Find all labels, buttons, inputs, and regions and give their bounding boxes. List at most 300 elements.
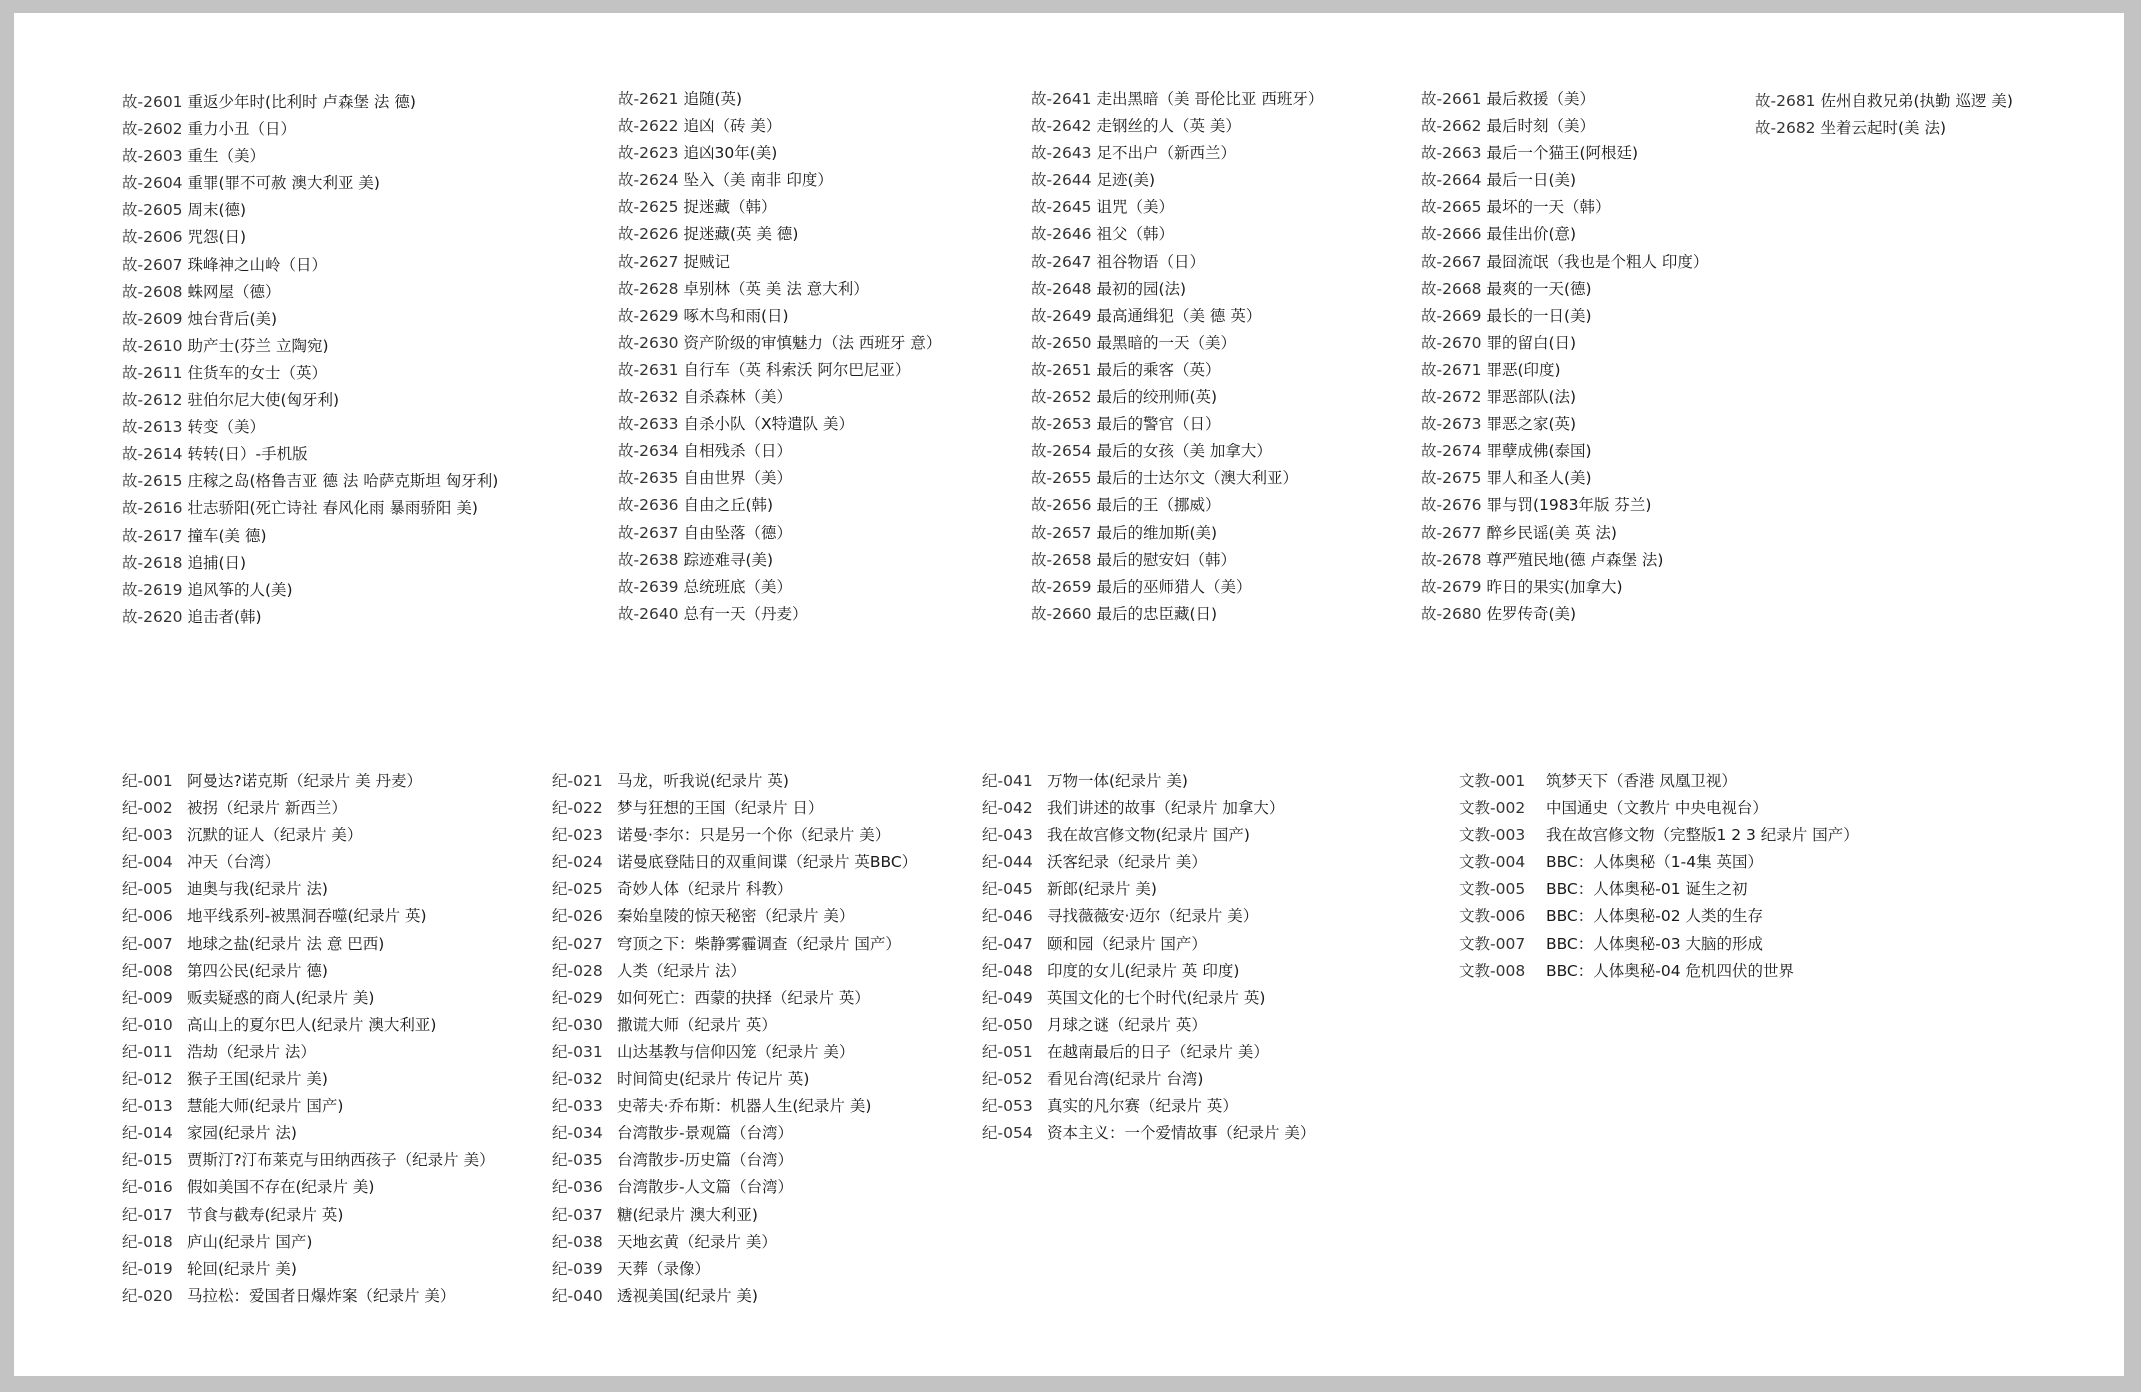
entry-title: 撒谎大师（纪录片 英） [616, 1015, 777, 1034]
entry-title: 追风筝的人(美) [187, 580, 293, 599]
entry-code: 纪-045 [982, 880, 1033, 899]
catalog-entry [1459, 903, 1859, 930]
entry-code: 纪-027 [552, 934, 603, 953]
entry-title: 万物一体(纪录片 美) [1046, 772, 1188, 790]
catalog-entry [618, 113, 941, 140]
entry-title: 最后一个猫王(阿根廷) [1486, 144, 1639, 163]
entry-code: 故-2602 [122, 120, 183, 139]
entry-title: 最后的乘客（英） [1096, 360, 1221, 379]
catalog-entry [552, 903, 917, 930]
catalog-entry [1421, 520, 1708, 547]
catalog-entry [122, 89, 498, 116]
entry-title: 英国文化的七个时代(纪录片 英) [1046, 988, 1266, 1007]
catalog-entry [122, 1174, 495, 1201]
catalog-entry [1421, 194, 1708, 221]
entry-title: 重罪(罪不可赦 澳大利亚 美) [187, 174, 380, 193]
entry-code: 文教-006 [1459, 907, 1526, 926]
entry-code: 故-2667 [1421, 252, 1482, 271]
entry-title: 佐州自救兄弟(执勤 巡逻 美) [1820, 92, 2013, 110]
catalog-entry [552, 1174, 917, 1201]
entry-title: 浩劫（纪录片 法） [186, 1042, 316, 1061]
catalog-entry [122, 1256, 495, 1283]
catalog-entry [982, 903, 1315, 930]
entry-code: 故-2612 [122, 391, 183, 410]
catalog-entry [1421, 330, 1708, 357]
entry-code: 纪-024 [552, 853, 603, 872]
entry-code: 纪-026 [552, 907, 603, 926]
catalog-entry [1031, 492, 1323, 519]
entry-code: 文教-003 [1459, 826, 1526, 845]
entry-code: 故-2623 [618, 144, 679, 163]
entry-code: 故-2624 [618, 171, 679, 190]
entry-title: 足不出户（新西兰） [1096, 144, 1236, 163]
catalog-entry [122, 495, 498, 522]
entry-title: 罪孽成佛(泰国) [1486, 442, 1592, 461]
catalog-entry [982, 1120, 1315, 1147]
entry-title: 驻伯尔尼大使(匈牙利) [187, 391, 340, 410]
entry-title: 家园(纪录片 法) [186, 1124, 297, 1143]
catalog-entry [618, 547, 941, 574]
catalog-entry [618, 140, 941, 167]
entry-title: 最初的园(法) [1096, 279, 1187, 298]
catalog-entry [1421, 601, 1708, 628]
entry-code: 故-2626 [618, 225, 679, 244]
catalog-entry [122, 224, 498, 251]
entry-code: 故-2621 [618, 90, 679, 108]
catalog-column-top-5 [1755, 88, 2013, 142]
entry-code: 纪-018 [122, 1232, 173, 1251]
entry-title: 台湾散步-人文篇（台湾） [616, 1178, 794, 1197]
entry-code: 纪-032 [552, 1070, 603, 1089]
catalog-entry [618, 465, 941, 492]
catalog-entry [122, 360, 498, 387]
entry-title: 如何死亡：西蒙的抉择（纪录片 英） [616, 988, 870, 1007]
entry-title: 走出黑暗（美 哥伦比亚 西班牙） [1096, 90, 1324, 108]
catalog-entry [122, 1039, 495, 1066]
entry-title: 醉乡民谣(美 英 法) [1486, 523, 1617, 542]
entry-title: BBC：人体奥秘-04 危机四伏的世界 [1545, 961, 1794, 980]
entry-code: 故-2616 [122, 499, 183, 518]
entry-code: 故-2604 [122, 174, 183, 193]
entry-code: 纪-014 [122, 1124, 173, 1143]
entry-title: 台湾散步-历史篇（台湾） [616, 1151, 794, 1170]
entry-title: 高山上的夏尔巴人(纪录片 澳大利亚) [186, 1015, 437, 1034]
catalog-column-bottom-3 [982, 768, 1315, 1147]
catalog-entry [122, 414, 498, 441]
entry-code: 故-2682 [1755, 119, 1816, 138]
catalog-entry [552, 931, 917, 958]
entry-title: BBC：人体奥秘-01 诞生之初 [1545, 880, 1748, 899]
entry-title: 自由世界（美） [683, 469, 792, 488]
catalog-entry [1421, 574, 1708, 601]
catalog-entry [982, 985, 1315, 1012]
entry-code: 故-2618 [122, 553, 183, 572]
catalog-entry [1421, 384, 1708, 411]
entry-code: 故-2664 [1421, 171, 1482, 190]
entry-code: 故-2653 [1031, 415, 1092, 434]
entry-title: 踪迹难寻(美) [683, 550, 774, 569]
catalog-entry [1421, 465, 1708, 492]
entry-title: 梦与狂想的王国（纪录片 日） [616, 799, 824, 818]
entry-title: 坐着云起时(美 法) [1820, 119, 1947, 138]
entry-title: 最后一日(美) [1486, 171, 1577, 190]
entry-title: 假如美国不存在(纪录片 美) [186, 1178, 375, 1197]
entry-title: 追随(英) [683, 90, 743, 108]
entry-title: 佐罗传奇(美) [1486, 604, 1577, 623]
entry-title: 最后的忠臣藏(日) [1096, 604, 1218, 623]
catalog-entry [982, 1093, 1315, 1120]
catalog-entry [1031, 113, 1323, 140]
entry-code: 纪-019 [122, 1259, 173, 1278]
catalog-entry [1421, 547, 1708, 574]
catalog-entry [1421, 303, 1708, 330]
catalog-entry [552, 1120, 917, 1147]
entry-code: 故-2651 [1031, 360, 1092, 379]
entry-title: 最坏的一天（韩） [1486, 198, 1611, 217]
catalog-entry [1459, 931, 1859, 958]
entry-title: 自相残杀（日） [683, 442, 792, 461]
entry-code: 纪-002 [122, 799, 173, 818]
catalog-entry [982, 931, 1315, 958]
entry-code: 纪-037 [552, 1205, 603, 1224]
entry-title: 自杀小队（X特遣队 美） [683, 415, 855, 434]
entry-title: 轮回(纪录片 美) [186, 1259, 297, 1278]
entry-title: 撞车(美 德) [187, 526, 267, 545]
entry-code: 纪-046 [982, 907, 1033, 926]
entry-title: 贩卖疑惑的商人(纪录片 美) [186, 988, 375, 1007]
entry-code: 故-2638 [618, 550, 679, 569]
entry-code: 故-2672 [1421, 388, 1482, 407]
entry-code: 纪-025 [552, 880, 603, 899]
catalog-entry [1421, 140, 1708, 167]
entry-code: 故-2660 [1031, 604, 1092, 623]
catalog-entry [1031, 520, 1323, 547]
entry-code: 故-2681 [1755, 92, 1816, 110]
entry-title: 看见台湾(纪录片 台湾) [1046, 1070, 1204, 1089]
catalog-entry [1421, 411, 1708, 438]
entry-title: BBC：人体奥秘-02 人类的生存 [1545, 907, 1763, 926]
catalog-entry [122, 849, 495, 876]
catalog-entry [122, 1229, 495, 1256]
catalog-entry [1421, 113, 1708, 140]
entry-code: 纪-013 [122, 1097, 173, 1116]
entry-title: 最后的慰安妇（韩） [1096, 550, 1236, 569]
entry-code: 纪-012 [122, 1070, 173, 1089]
entry-title: 阿曼达?诺克斯（纪录片 美 丹麦） [186, 772, 423, 790]
catalog-entry [618, 438, 941, 465]
entry-code: 故-2659 [1031, 577, 1092, 596]
entry-title: 透视美国(纪录片 美) [616, 1286, 758, 1305]
entry-code: 故-2613 [122, 418, 183, 437]
entry-code: 纪-016 [122, 1178, 173, 1197]
entry-title: 最高通缉犯（美 德 英） [1096, 306, 1262, 325]
entry-code: 纪-041 [982, 772, 1033, 790]
entry-code: 故-2647 [1031, 252, 1092, 271]
entry-code: 纪-048 [982, 961, 1033, 980]
entry-code: 纪-034 [552, 1124, 603, 1143]
catalog-entry [552, 1147, 917, 1174]
entry-title: 沃客纪录（纪录片 美） [1046, 853, 1207, 872]
catalog-entry [1421, 438, 1708, 465]
entry-title: 我在故宫修文物(纪录片 国产) [1046, 826, 1250, 845]
catalog-entry [982, 1012, 1315, 1039]
entry-code: 文教-007 [1459, 934, 1526, 953]
entry-code: 文教-008 [1459, 961, 1526, 980]
entry-title: 我们讲述的故事（纪录片 加拿大） [1046, 799, 1285, 818]
entry-title: 诅咒（美） [1096, 198, 1174, 217]
entry-title: 转变（美） [187, 418, 265, 437]
entry-title: 筑梦天下（香港 凤凰卫视） [1545, 772, 1737, 790]
entry-code: 文教-001 [1459, 772, 1526, 790]
entry-title: 蛛网屋（德） [187, 282, 281, 301]
entry-title: 走钢丝的人（英 美） [1096, 117, 1241, 136]
entry-code: 故-2642 [1031, 117, 1092, 136]
catalog-page [14, 13, 2124, 1376]
entry-code: 故-2606 [122, 228, 183, 247]
catalog-column-bottom-2 [552, 768, 917, 1310]
catalog-entry [1031, 140, 1323, 167]
entry-title: 重力小丑（日） [187, 120, 296, 139]
entry-title: 最后的警官（日） [1096, 415, 1221, 434]
entry-title: 糖(纪录片 澳大利亚) [616, 1205, 758, 1224]
entry-title: 庄稼之岛(格鲁吉亚 德 法 哈萨克斯坦 匈牙利) [187, 472, 499, 491]
entry-code: 纪-020 [122, 1286, 173, 1305]
catalog-entry [122, 1093, 495, 1120]
entry-title: BBC：人体奥秘（1-4集 英国） [1545, 853, 1763, 872]
entry-title: 资产阶级的审慎魅力（法 西班牙 意） [683, 333, 942, 352]
entry-title: 壮志骄阳(死亡诗社 春风化雨 暴雨骄阳 美) [187, 499, 478, 518]
entry-code: 故-2639 [618, 577, 679, 596]
entry-code: 故-2615 [122, 472, 183, 491]
entry-code: 纪-007 [122, 934, 173, 953]
catalog-entry [122, 523, 498, 550]
entry-title: 猴子王国(纪录片 美) [186, 1070, 328, 1089]
entry-code: 纪-038 [552, 1232, 603, 1251]
entry-code: 纪-006 [122, 907, 173, 926]
entry-code: 纪-003 [122, 826, 173, 845]
entry-code: 故-2674 [1421, 442, 1482, 461]
catalog-entry [618, 411, 941, 438]
entry-title: 地平线系列-被黑洞吞噬(纪录片 英) [186, 907, 427, 926]
entry-title: 捉贼记 [683, 252, 730, 271]
entry-code: 故-2625 [618, 198, 679, 217]
entry-code: 故-2680 [1421, 604, 1482, 623]
entry-title: 最后时刻（美） [1486, 117, 1595, 136]
entry-code: 纪-011 [122, 1042, 173, 1061]
entry-code: 纪-053 [982, 1097, 1033, 1116]
entry-code: 故-2669 [1421, 306, 1482, 325]
catalog-entry [618, 194, 941, 221]
catalog-entry [618, 167, 941, 194]
entry-title: 月球之谜（纪录片 英） [1046, 1015, 1207, 1034]
catalog-entry [982, 768, 1315, 795]
entry-code: 纪-029 [552, 988, 603, 1007]
entry-code: 纪-047 [982, 934, 1033, 953]
entry-title: 周末(德) [187, 201, 247, 220]
entry-title: 第四公民(纪录片 德) [186, 961, 328, 980]
entry-code: 故-2670 [1421, 333, 1482, 352]
entry-code: 故-2601 [122, 93, 183, 111]
entry-title: 住货车的女士（英） [187, 363, 327, 382]
entry-title: 自行车（英 科索沃 阿尔巴尼亚） [683, 360, 911, 379]
entry-code: 故-2640 [618, 604, 679, 623]
entry-code: 纪-049 [982, 988, 1033, 1007]
entry-code: 纪-031 [552, 1042, 603, 1061]
entry-title: 最后的绞刑师(英) [1096, 388, 1218, 407]
entry-code: 故-2627 [618, 252, 679, 271]
entry-code: 纪-030 [552, 1015, 603, 1034]
catalog-entry [1459, 768, 1859, 795]
entry-code: 故-2650 [1031, 333, 1092, 352]
entry-title: 最黑暗的一天（美） [1096, 333, 1236, 352]
catalog-entry [122, 1283, 495, 1310]
catalog-entry [1031, 465, 1323, 492]
catalog-entry [122, 903, 495, 930]
entry-title: 最后的维加斯(美) [1096, 523, 1218, 542]
entry-title: 诺曼·李尔：只是另一个你（纪录片 美） [616, 826, 891, 845]
catalog-entry [552, 1283, 917, 1310]
entry-code: 纪-042 [982, 799, 1033, 818]
entry-title: 寻找薇薇安·迈尔（纪录片 美） [1046, 907, 1259, 926]
entry-code: 故-2658 [1031, 550, 1092, 569]
catalog-entry [1421, 357, 1708, 384]
entry-title: BBC：人体奥秘-03 大脑的形成 [1545, 934, 1763, 953]
entry-title: 台湾散步-景观篇（台湾） [616, 1124, 794, 1143]
catalog-entry [618, 303, 941, 330]
catalog-entry [122, 958, 495, 985]
entry-title: 马拉松：爱国者日爆炸案（纪录片 美） [186, 1286, 456, 1305]
catalog-entry [618, 357, 941, 384]
entry-title: 新郎(纪录片 美) [1046, 880, 1157, 899]
catalog-entry [552, 1012, 917, 1039]
entry-title: 在越南最后的日子（纪录片 美） [1046, 1042, 1269, 1061]
entry-title: 地球之盐(纪录片 法 意 巴西) [186, 934, 385, 953]
entry-title: 总有一天（丹麦） [683, 604, 808, 623]
catalog-entry [618, 601, 941, 628]
catalog-entry [1421, 492, 1708, 519]
entry-code: 故-2603 [122, 147, 183, 166]
catalog-entry [122, 550, 498, 577]
catalog-column-top-3 [1031, 86, 1323, 628]
entry-title: 最后的巫师猎人（美） [1096, 577, 1252, 596]
entry-code: 故-2637 [618, 523, 679, 542]
entry-code: 纪-039 [552, 1259, 603, 1278]
entry-code: 纪-015 [122, 1151, 173, 1170]
catalog-entry [1031, 438, 1323, 465]
entry-code: 故-2631 [618, 360, 679, 379]
entry-code: 故-2656 [1031, 496, 1092, 515]
entry-code: 纪-035 [552, 1151, 603, 1170]
entry-code: 纪-001 [122, 772, 173, 790]
catalog-column-bottom-1 [122, 768, 495, 1310]
entry-title: 祖父（韩） [1096, 225, 1174, 244]
entry-code: 故-2605 [122, 201, 183, 220]
catalog-entry [1031, 221, 1323, 248]
catalog-entry [1031, 194, 1323, 221]
entry-title: 史蒂夫·乔布斯：机器人生(纪录片 美) [616, 1097, 872, 1116]
entry-title: 马龙，听我说(纪录片 英) [616, 772, 789, 790]
catalog-entry [552, 768, 917, 795]
entry-code: 故-2649 [1031, 306, 1092, 325]
catalog-entry [552, 1066, 917, 1093]
catalog-entry [122, 333, 498, 360]
entry-title: 珠峰神之山岭（日） [187, 255, 327, 274]
catalog-entry [982, 795, 1315, 822]
entry-title: 我在故宫修文物（完整版1 2 3 纪录片 国产） [1545, 826, 1859, 845]
catalog-entry [122, 1147, 495, 1174]
entry-code: 故-2610 [122, 336, 183, 355]
entry-title: 罪人和圣人(美) [1486, 469, 1592, 488]
catalog-entry [618, 492, 941, 519]
entry-code: 故-2677 [1421, 523, 1482, 542]
entry-title: 穹顶之下：柴静雾霾调查（纪录片 国产） [616, 934, 901, 953]
entry-code: 纪-054 [982, 1124, 1033, 1143]
catalog-entry [122, 822, 495, 849]
entry-title: 庐山(纪录片 国产) [186, 1232, 313, 1251]
entry-title: 时间简史(纪录片 传记片 英) [616, 1070, 810, 1089]
entry-code: 故-2676 [1421, 496, 1482, 515]
entry-title: 最后的士达尔文（澳大利亚） [1096, 469, 1298, 488]
entry-code: 故-2652 [1031, 388, 1092, 407]
catalog-entry [1459, 822, 1859, 849]
catalog-entry [122, 795, 495, 822]
catalog-entry [122, 1012, 495, 1039]
entry-code: 纪-008 [122, 961, 173, 980]
catalog-entry [1755, 88, 2013, 115]
entry-title: 最后的女孩（美 加拿大） [1096, 442, 1272, 461]
entry-title: 追击者(韩) [187, 607, 262, 626]
entry-code: 故-2661 [1421, 90, 1482, 108]
catalog-entry [1421, 86, 1708, 113]
catalog-column-top-1 [122, 89, 498, 631]
entry-code: 故-2648 [1031, 279, 1092, 298]
entry-title: 坠入（美 南非 印度） [683, 171, 833, 190]
catalog-entry [618, 384, 941, 411]
entry-title: 罪的留白(日) [1486, 333, 1577, 352]
entry-code: 故-2665 [1421, 198, 1482, 217]
entry-title: 烛台背后(美) [187, 309, 278, 328]
entry-title: 印度的女儿(纪录片 英 印度) [1046, 961, 1240, 980]
entry-title: 颐和园（纪录片 国产） [1046, 934, 1207, 953]
catalog-entry [122, 170, 498, 197]
catalog-entry [1031, 167, 1323, 194]
catalog-entry [552, 958, 917, 985]
catalog-column-top-4 [1421, 86, 1708, 628]
entry-title: 天葬（录像） [616, 1259, 710, 1278]
entry-code: 故-2644 [1031, 171, 1092, 190]
catalog-entry [1421, 221, 1708, 248]
catalog-entry [618, 276, 941, 303]
entry-code: 纪-017 [122, 1205, 173, 1224]
entry-title: 自杀森林（美） [683, 388, 792, 407]
entry-title: 自由之丘(韩) [683, 496, 774, 515]
entry-code: 纪-021 [552, 772, 603, 790]
entry-code: 纪-052 [982, 1070, 1033, 1089]
catalog-entry [122, 279, 498, 306]
entry-title: 追凶（砖 美） [683, 117, 782, 136]
entry-title: 总统班底（美） [683, 577, 792, 596]
entry-title: 尊严殖民地(德 卢森堡 法) [1486, 550, 1664, 569]
entry-title: 罪恶部队(法) [1486, 388, 1577, 407]
entry-title: 秦始皇陵的惊天秘密（纪录片 美） [616, 907, 855, 926]
entry-code: 故-2666 [1421, 225, 1482, 244]
entry-code: 故-2657 [1031, 523, 1092, 542]
catalog-entry [1031, 357, 1323, 384]
entry-title: 捉迷藏（韩） [683, 198, 777, 217]
catalog-entry [552, 1039, 917, 1066]
entry-code: 故-2678 [1421, 550, 1482, 569]
catalog-entry [552, 1256, 917, 1283]
